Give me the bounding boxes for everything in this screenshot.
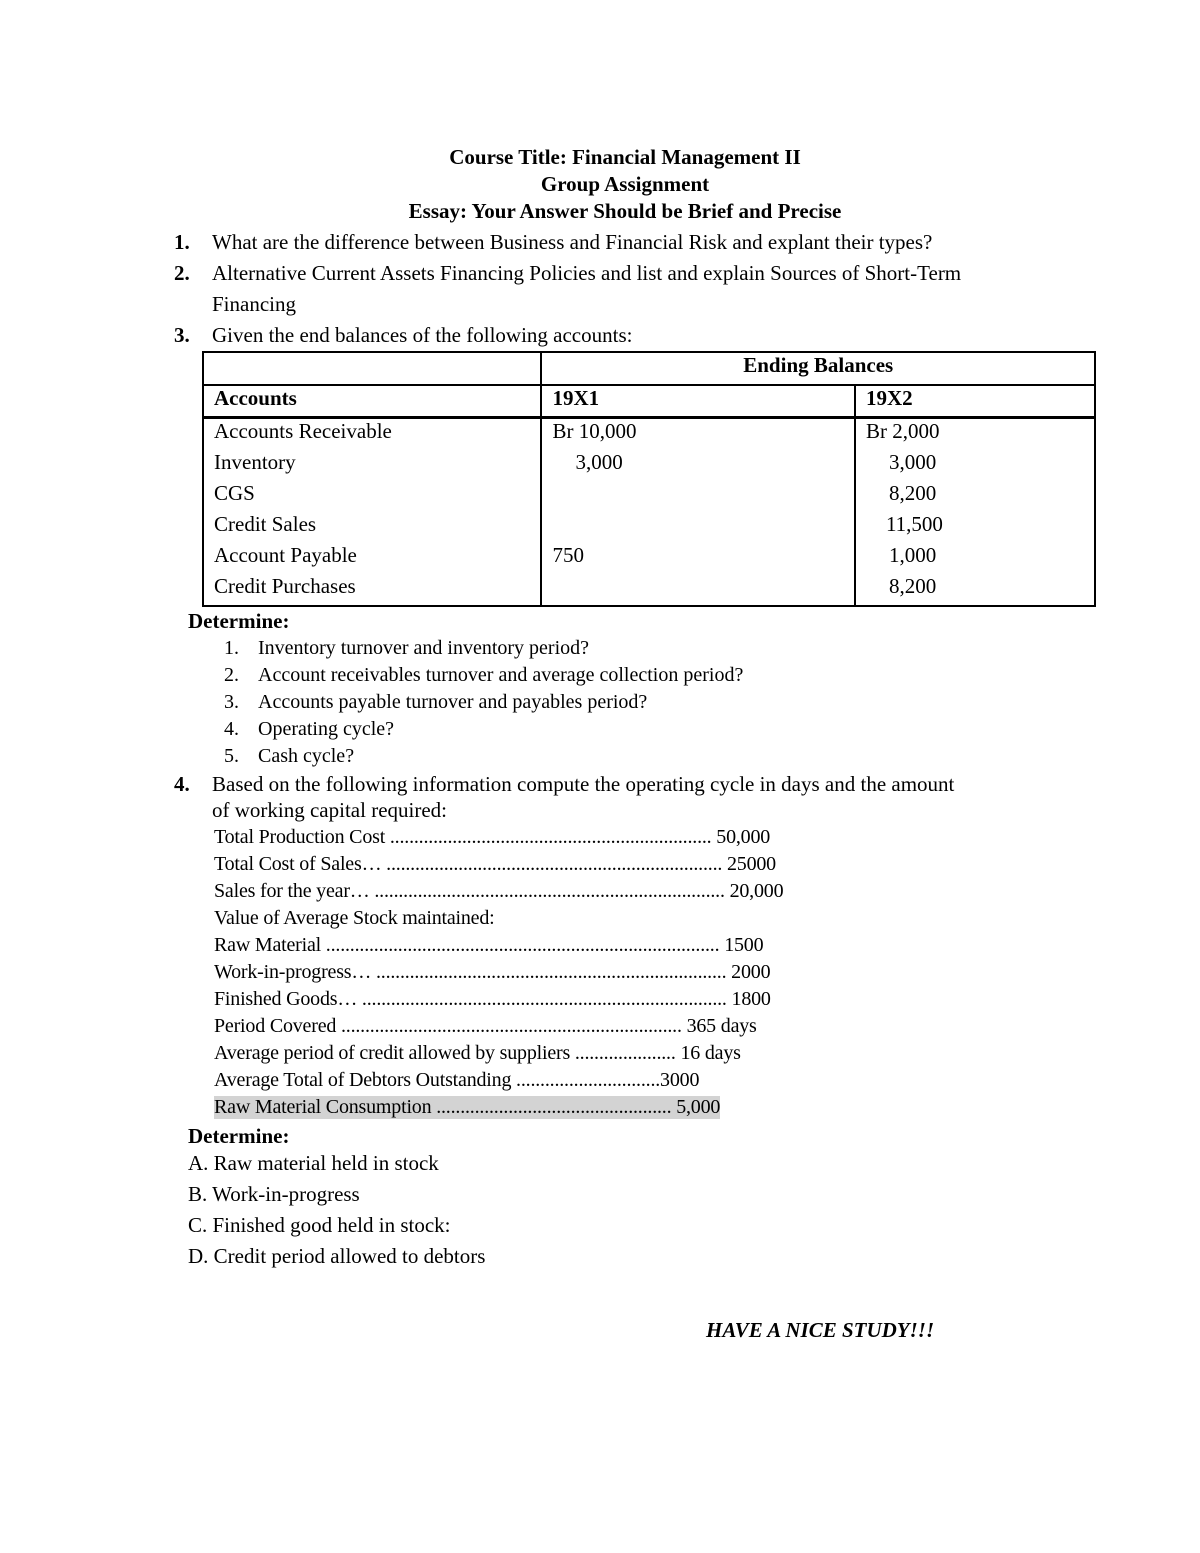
q4-data-line: Total Production Cost ................................................................... 50,000 (214, 826, 771, 848)
balance-19x1: 3,000 (541, 450, 854, 481)
q4-data-line: Average Total of Debtors Outstanding ..............................3000 (214, 1069, 700, 1091)
essay-instruction: Essay: Your Answer Should be Brief and Precise (408, 199, 842, 223)
balance-19x2: 8,200 (855, 481, 1095, 512)
account-name: Account Payable (203, 543, 541, 574)
assignment-title: Group Assignment (540, 172, 710, 196)
balance-19x2: 1,000 (855, 543, 1095, 574)
account-name: Accounts Receivable (203, 418, 541, 451)
list-item-number: 4. (224, 718, 239, 740)
q4-data-line-highlighted: Raw Material Consumption ................................................. 5,000 (214, 1096, 721, 1118)
balance-19x1: Br 10,000 (541, 418, 854, 451)
question-text: Given the end balances of the following accounts: (212, 323, 633, 347)
list-item-number: 2. (224, 664, 239, 686)
determine-label-q3: Determine: (188, 609, 290, 633)
list-item-text: Account receivables turnover and average collection period? (258, 664, 744, 686)
account-name: CGS (203, 481, 541, 512)
question-number: 2. (174, 261, 190, 285)
list-item: D. Credit period allowed to debtors (188, 1244, 486, 1268)
list-item: C. Finished good held in stock: (188, 1213, 451, 1237)
list-item: A. Raw material held in stock (188, 1151, 439, 1175)
col-header-19x1: 19X1 (541, 385, 854, 418)
col-header-accounts: Accounts (203, 385, 541, 418)
list-item-text: Cash cycle? (258, 745, 355, 767)
list-item-number: 3. (224, 691, 239, 713)
table-row (203, 450, 1095, 481)
list-item-text: Inventory turnover and inventory period? (258, 637, 590, 659)
question-number: 4. (174, 772, 190, 796)
balance-19x2: Br 2,000 (855, 418, 1095, 451)
list-item-text: Operating cycle? (258, 718, 395, 740)
col-header-19x2: 19X2 (855, 385, 1095, 418)
account-name: Credit Sales (203, 512, 541, 543)
ending-balances-table (202, 351, 1096, 607)
question-text-continued: of working capital required: (212, 798, 447, 822)
balance-19x2: 11,500 (855, 512, 1095, 543)
q4-data-line: Period Covered ....................................................................... 365 days (214, 1015, 757, 1037)
table-row (203, 574, 1095, 606)
question-number: 3. (174, 323, 190, 347)
table-row (203, 512, 1095, 543)
q4-data-line: Total Cost of Sales… ...................................................................... 25000 (214, 853, 776, 875)
question-text-continued: Financing (212, 292, 296, 316)
question-text: Alternative Current Assets Financing Policies and list and explain Sources of Short-Term (212, 261, 962, 285)
table-row (203, 543, 1095, 574)
list-item-text: Accounts payable turnover and payables period? (258, 691, 648, 713)
balance-19x2: 3,000 (855, 450, 1095, 481)
table-row (203, 418, 1095, 451)
balance-19x1: 750 (541, 543, 854, 574)
account-name: Credit Purchases (203, 574, 541, 606)
q4-data-line: Work-in-progress… ......................................................................... 2000 (214, 961, 771, 983)
q4-data-line: Value of Average Stock maintained: (214, 907, 495, 929)
q4-data-line: Finished Goods… ............................................................................ 1800 (214, 988, 771, 1010)
q4-data-line: Sales for the year… ......................................................................... 20,000 (214, 880, 784, 902)
balance-19x1 (541, 512, 854, 543)
list-item-number: 1. (224, 637, 239, 659)
balance-19x1 (541, 574, 854, 606)
list-item-number: 5. (224, 745, 239, 767)
q4-data-line: Raw Material .................................................................................. 1500 (214, 934, 764, 956)
list-item: B. Work-in-progress (188, 1182, 360, 1206)
balance-19x2: 8,200 (855, 574, 1095, 606)
course-title: Course Title: Financial Management II (449, 145, 801, 169)
q4-data-line: Average period of credit allowed by suppliers ..................... 16 days (214, 1042, 741, 1064)
balance-19x1 (541, 481, 854, 512)
closing-message: HAVE A NICE STUDY!!! (706, 1318, 935, 1342)
determine-label-q4: Determine: (188, 1124, 290, 1148)
table-corner-cell (203, 352, 541, 385)
question-text: Based on the following information compute the operating cycle in days and the amount (212, 772, 955, 796)
question-text: What are the difference between Business and Financial Risk and explant their types? (212, 230, 933, 254)
ending-balances-header: Ending Balances (541, 352, 1095, 385)
question-number: 1. (174, 230, 190, 254)
account-name: Inventory (203, 450, 541, 481)
table-row (203, 481, 1095, 512)
